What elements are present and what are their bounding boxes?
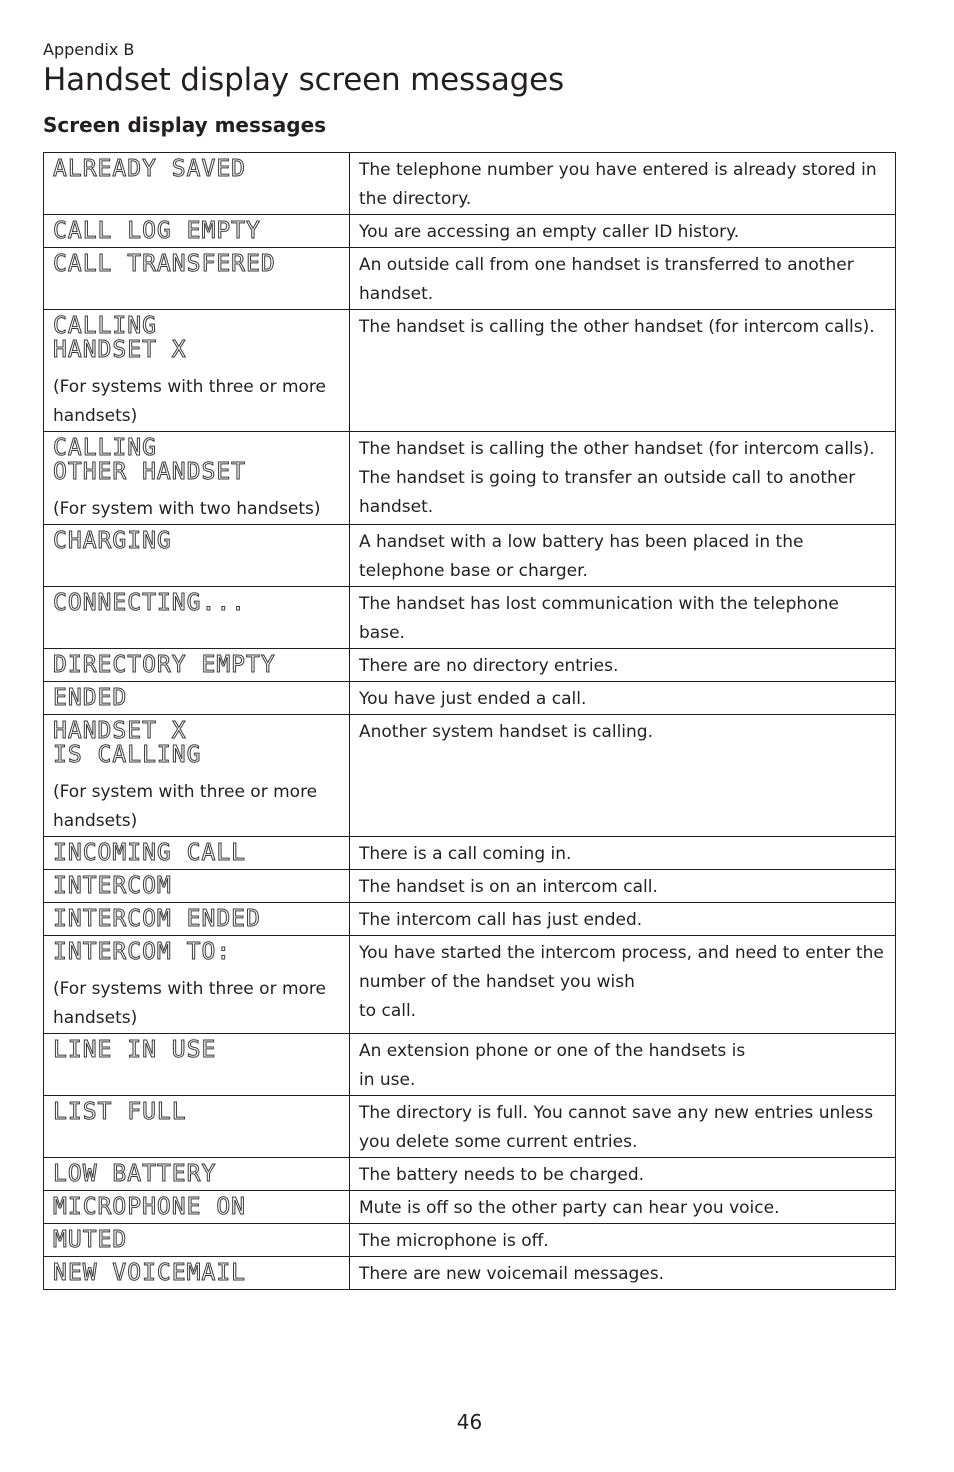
message-description-cell <box>350 1096 896 1158</box>
message-description: You have just ended a call. <box>359 689 587 709</box>
lcd-message-text: HANDSET X <box>53 718 187 744</box>
screen-message-cell <box>44 525 350 587</box>
message-description-cell <box>350 1034 896 1096</box>
message-description-cell <box>350 525 896 587</box>
screen-message-cell <box>44 587 350 649</box>
table-row <box>44 587 896 649</box>
screen-message-cell <box>44 870 350 903</box>
lcd-message-text: HANDSET X <box>53 337 187 363</box>
message-description-cell <box>350 1191 896 1224</box>
screen-message-cell <box>44 837 350 870</box>
message-description-cell <box>350 153 896 215</box>
table-row <box>44 153 896 215</box>
lcd-message-text: CALLING <box>53 435 157 461</box>
screen-message-cell <box>44 215 350 248</box>
table-row <box>44 310 896 432</box>
lcd-message-text: LOW BATTERY <box>53 1161 217 1187</box>
lcd-message-text: CALL TRANSFERED <box>53 251 276 277</box>
message-description: Another system handset is calling. <box>359 722 653 742</box>
lcd-message-text: NEW VOICEMAIL <box>53 1260 247 1286</box>
message-description-cell <box>350 432 896 525</box>
table-row <box>44 936 896 1034</box>
screen-message-cell <box>44 1034 350 1096</box>
lcd-message-text: CHARGING <box>53 528 172 554</box>
message-description: to call. <box>359 1001 417 1021</box>
lcd-message-text: INTERCOM <box>53 873 172 899</box>
table-row <box>44 682 896 715</box>
message-note: (For systems with three or more handsets) <box>53 979 326 1028</box>
message-description: The handset has lost communication with the telephone base. <box>359 594 839 643</box>
appendix-label: Appendix B <box>43 40 135 59</box>
message-description-cell <box>350 248 896 310</box>
lcd-message-text: CONNECTING... <box>53 590 247 616</box>
message-description: The handset is calling the other handset (for intercom calls). <box>359 317 875 337</box>
lcd-message-text: ENDED <box>53 685 128 711</box>
table-row <box>44 715 896 837</box>
message-description: The handset is calling the other handset (for intercom calls). <box>359 439 875 459</box>
screen-message-cell <box>44 153 350 215</box>
screen-message-cell <box>44 1191 350 1224</box>
table-row <box>44 248 896 310</box>
lcd-message-text: INTERCOM TO: <box>53 939 232 965</box>
message-note: (For systems with three or more handsets) <box>53 377 326 426</box>
message-description: A handset with a low battery has been placed in the telephone base or charger. <box>359 532 804 581</box>
table-row <box>44 870 896 903</box>
message-description: There are no directory entries. <box>359 656 619 676</box>
table-row <box>44 215 896 248</box>
message-description-cell <box>350 215 896 248</box>
message-description-cell <box>350 715 896 837</box>
message-description-cell <box>350 903 896 936</box>
table-row <box>44 1096 896 1158</box>
message-description: The handset is going to transfer an outside call to another handset. <box>359 468 856 517</box>
message-description: You have started the intercom process, and need to enter the number of the handset you wish <box>359 943 884 992</box>
message-description: There are new voicemail messages. <box>359 1264 665 1284</box>
message-description-cell <box>350 1224 896 1257</box>
table-row <box>44 837 896 870</box>
message-description: The directory is full. You cannot save any new entries unless you delete some current entries. <box>359 1103 874 1152</box>
message-description: You are accessing an empty caller ID history. <box>359 222 740 242</box>
messages-table-body <box>44 153 896 1290</box>
table-row <box>44 1034 896 1096</box>
lcd-message-text: MUTED <box>53 1227 128 1253</box>
lcd-message-text: OTHER HANDSET <box>53 459 247 485</box>
message-note: (For system with two handsets) <box>53 499 321 519</box>
message-description-cell <box>350 649 896 682</box>
table-row <box>44 432 896 525</box>
lcd-message-text: DIRECTORY EMPTY <box>53 652 276 678</box>
page-number: 46 <box>456 1410 483 1434</box>
screen-message-cell <box>44 1158 350 1191</box>
lcd-message-text: MICROPHONE ON <box>53 1194 247 1220</box>
message-note: (For system with three or more handsets) <box>53 782 318 831</box>
screen-message-cell <box>44 248 350 310</box>
lcd-message-text: CALLING <box>53 313 157 339</box>
message-description-cell <box>350 587 896 649</box>
messages-table <box>43 152 896 1290</box>
message-description-cell <box>350 1158 896 1191</box>
screen-message-cell <box>44 715 350 837</box>
table-row <box>44 1224 896 1257</box>
table-row <box>44 1158 896 1191</box>
lcd-message-text: INTERCOM ENDED <box>53 906 261 932</box>
message-description: The handset is on an intercom call. <box>359 877 658 897</box>
table-row <box>44 525 896 587</box>
message-description: An extension phone or one of the handsets is <box>359 1041 746 1061</box>
message-description: in use. <box>359 1070 416 1090</box>
message-description-cell <box>350 870 896 903</box>
message-description-cell <box>350 310 896 432</box>
message-description: There is a call coming in. <box>359 844 572 864</box>
screen-message-cell <box>44 432 350 525</box>
message-description: The microphone is off. <box>359 1231 549 1251</box>
table-row <box>44 1257 896 1290</box>
lcd-message-text: IS CALLING <box>53 742 202 768</box>
screen-message-cell <box>44 936 350 1034</box>
message-description-cell <box>350 1257 896 1290</box>
table-row <box>44 649 896 682</box>
message-description: The intercom call has just ended. <box>359 910 643 930</box>
screen-message-cell <box>44 649 350 682</box>
message-description: Mute is off so the other party can hear you voice. <box>359 1198 780 1218</box>
message-description-cell <box>350 682 896 715</box>
lcd-message-text: CALL LOG EMPTY <box>53 218 261 244</box>
table-row <box>44 1191 896 1224</box>
lcd-message-text: ALREADY SAVED <box>53 156 247 182</box>
message-description: The telephone number you have entered is already stored in the directory. <box>359 160 877 209</box>
page-title: Handset display screen messages <box>43 62 564 98</box>
message-description: The battery needs to be charged. <box>359 1165 645 1185</box>
lcd-message-text: INCOMING CALL <box>53 840 247 866</box>
message-description: An outside call from one handset is transferred to another handset. <box>359 255 854 304</box>
screen-message-cell <box>44 1096 350 1158</box>
screen-message-cell <box>44 903 350 936</box>
screen-message-cell <box>44 682 350 715</box>
lcd-message-text: LIST FULL <box>53 1099 187 1125</box>
screen-message-cell <box>44 1224 350 1257</box>
message-description-cell <box>350 936 896 1034</box>
lcd-message-text: LINE IN USE <box>53 1037 217 1063</box>
table-row <box>44 903 896 936</box>
screen-message-cell <box>44 1257 350 1290</box>
message-description-cell <box>350 837 896 870</box>
screen-message-cell <box>44 310 350 432</box>
section-heading: Screen display messages <box>43 113 327 137</box>
